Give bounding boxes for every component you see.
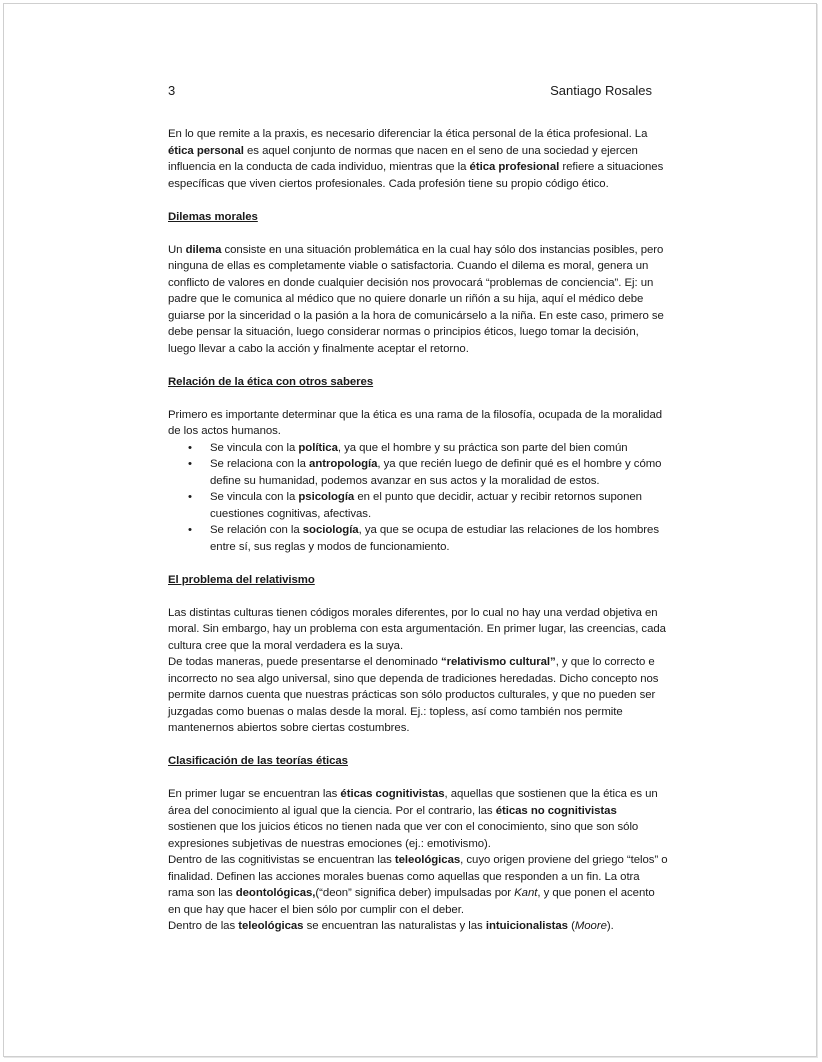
text-run: ). <box>606 920 614 932</box>
bold-term: éticas no cognitivistas <box>495 804 617 817</box>
relacion-paragraph <box>168 407 668 440</box>
clasificacion-paragraph-3 <box>168 918 668 935</box>
clasificacion-paragraph-2 <box>168 852 668 918</box>
section-heading-relacion: Relación de la ética con otros saberes <box>168 375 374 388</box>
text-run: (“deon” significa deber) impulsadas por <box>315 887 515 899</box>
italic-term: Kant <box>514 887 538 899</box>
text-run: , ya que el hombre y su práctica son parte del bien común <box>337 441 628 454</box>
text-run: , ya que recién luego de definir qué es el hombre y cómo define su humanidad, podemos avanzar en sus actos y la moralidad de estos. <box>210 458 662 487</box>
section-heading-relativismo: El problema del relativismo <box>168 573 315 586</box>
relacion-bullet-list <box>168 440 668 556</box>
text-run: Se relación con la <box>210 524 303 536</box>
text-run: , y que lo correcto e incorrecto no sea algo universal, sino que dependa de tradiciones heredadas. Dicho concepto nos permite darnos cuenta que nuestras prácticas son sólo productos culturales, y que no pueden ser juzgadas como buenas o malas desde la moral. Ej.: topless, así como también nos permite mantenernos abiertos sobre ciertas costumbres. <box>168 656 659 734</box>
bold-term: deontológicas, <box>235 887 316 899</box>
bold-term: psicología <box>298 491 355 503</box>
bold-term: teleológicas <box>238 920 304 932</box>
text-run: Dentro de las cognitivistas se encuentran las <box>168 854 395 866</box>
dilemas-paragraph <box>168 242 668 358</box>
bold-term: ética profesional <box>469 161 560 173</box>
text-run: , y que ponen el acento en que hay que hacer el bien sólo por cumplir con el deber. <box>168 887 655 916</box>
section-heading-dilemas: Dilemas morales <box>168 210 258 223</box>
text-run: Un <box>168 243 186 256</box>
page-number: 3 <box>168 83 176 98</box>
relativismo-paragraph-1 <box>168 605 668 655</box>
text-run: Se relaciona con la <box>210 458 310 470</box>
clasificacion-paragraph-1 <box>168 786 668 852</box>
text-run: , ya que se ocupa de estudiar las relaciones de los hombres entre sí, sus reglas y modos de funcionamiento. <box>210 524 659 553</box>
intro-paragraph <box>168 126 668 192</box>
text-run: es aquel conjunto de normas que nacen en el seno de una sociedad y ejercen influencia en la conducta de cada individuo, mientras que la <box>168 144 638 173</box>
text-run: En lo que remite a la praxis, es necesario diferenciar la ética personal de la ética profesional. La <box>168 128 648 140</box>
bold-term: intuicionalistas <box>485 920 568 932</box>
document-page <box>3 3 817 1057</box>
text-run: En primer lugar se encuentran las <box>168 788 341 800</box>
bold-term: política <box>298 441 338 454</box>
bullet-item-psicologia <box>168 489 668 522</box>
page-body <box>168 126 668 935</box>
text-run: en el punto que decidir, actuar y recibir retornos suponen cuestiones cognitivas, afectivas. <box>210 491 642 520</box>
text-run: , cuyo origen proviene del griego “telos” o finalidad. Definen las acciones morales buenas como aquellas que responden a un fin. La otra rama son las <box>168 854 668 899</box>
text-run: ( <box>567 920 575 932</box>
text-run: Primero es importante determinar que la ética es una rama de la filosofía, ocupada de la moralidad de los actos humanos. <box>168 408 663 437</box>
text-run: consiste en una situación problemática en la cual hay sólo dos instancias posibles, pero ninguna de ellas es completamente viable o satisfactoria. Cuando el dilema es moral, genera un conflicto de valores en donde cualquier decisión nos provocará “problemas de conciencia”. Ej: un padre que le comunica al médico que no quiere donarle un riñón a su hija, aquí el médico debe guiarse por la sinceridad o la pasión a la hora de comunicárselo a la niña. En este caso, primero se debe pensar la situación, luego considerar normas o principios éticos, luego tomar la decisión, luego llevar a cabo la acción y finalmente aceptar el retorno. <box>168 243 664 355</box>
bullet-item-politica <box>168 440 668 457</box>
text-run: Dentro de las <box>168 920 239 932</box>
text-run: sostienen que los juicios éticos no tienen nada que ver con el conocimiento, sino que son sólo expresiones subjetivas de nuestras emociones (ej.: emotivismo). <box>168 821 639 850</box>
text-run: refiere a situaciones específicas que viven ciertos profesionales. Cada profesión tiene su propio código ético. <box>168 161 664 190</box>
bold-term: antropología <box>309 458 378 470</box>
text-run: , aquellas que sostienen que la ética es un área del conocimiento al igual que la ciencia. Por el contrario, las <box>168 788 658 817</box>
bold-term: ética personal <box>168 144 244 157</box>
text-run: se encuentran las naturalistas y las <box>303 920 486 932</box>
bullet-item-antropologia <box>168 456 668 489</box>
text-run: Se vincula con la <box>210 441 299 454</box>
header-author: Santiago Rosales <box>550 83 652 98</box>
text-run: Se vincula con la <box>210 491 299 503</box>
text-run: Las distintas culturas tienen códigos morales diferentes, por lo cual no hay una verdad objetiva en moral. Sin embargo, hay un problema con esta argumentación. En primer lugar, las creencias, cada cultura cree que la moral verdadera es la suya. <box>168 606 666 652</box>
bullet-item-sociologia <box>168 522 668 555</box>
bold-term: “relativismo cultural” <box>440 656 556 668</box>
bold-term: éticas cognitivistas <box>340 788 445 800</box>
italic-term: Moore <box>574 920 607 932</box>
bold-term: dilema <box>185 243 222 256</box>
relativismo-paragraph-2 <box>168 654 668 737</box>
text-run: De todas maneras, puede presentarse el denominado <box>168 656 441 668</box>
bold-term: sociología <box>302 524 359 536</box>
section-heading-clasificacion: Clasificación de las teorías éticas <box>168 755 348 767</box>
bold-term: teleológicas <box>394 854 461 866</box>
